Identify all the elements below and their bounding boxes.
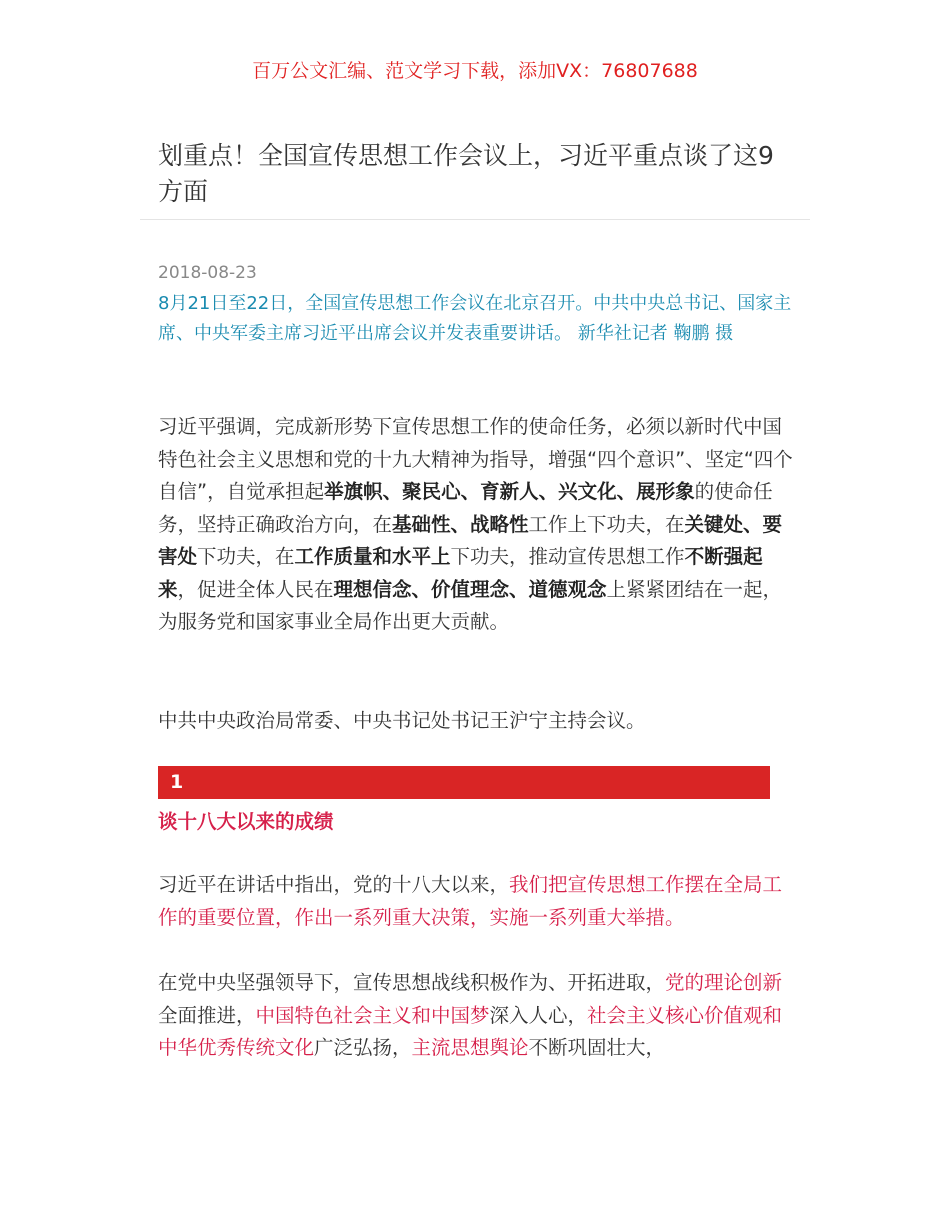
photo-caption: 8月21日至22日，全国宣传思想工作会议在北京召开。中共中央总书记、国家主席、中央军委主席习近平出席会议并发表重要讲话。 新华社记者 鞠鹏 摄 [158,293,792,344]
section-number-bar: 1 [158,766,770,799]
paragraph-achievements: 习近平在讲话中指出，党的十八大以来，我们把宣传思想工作摆在全局工作的重要位置，作出一系列重大决策，实施一系列重大举措。 [158,873,783,929]
section-heading: 谈十八大以来的成绩 [158,810,334,833]
publish-date: 2018-08-23 [158,263,257,283]
paragraph-host: 中共中央政治局常委、中央书记处书记王沪宁主持会议。 [158,709,646,732]
article-title: 划重点！全国宣传思想工作会议上，习近平重点谈了这9方面 [158,141,774,206]
paragraph-intro: 习近平强调，完成新形势下宣传思想工作的使命任务，必须以新时代中国特色社会主义思想和党的十九大精神为指导，增强“四个意识”、坚定“四个自信”，自觉承担起举旗帜、聚民心、育新人、兴文化、展形象的使命任务，坚持正确政治方向，在基础性、战略性工作上下功夫，在关键处、要害处下功夫，在工作质量和水平上下功夫，推动宣传思想工作不断强起来，促进全体人民在理想信念、价值理念、道德观念上紧紧团结在一起，为服务党和国家事业全局作出更大贡献。 [158,415,793,633]
paragraph-leadership: 在党中央坚强领导下，宣传思想战线积极作为、开拓进取，党的理论创新全面推进，中国特色社会主义和中国梦深入人心，社会主义核心价值观和中华优秀传统文化广泛弘扬，主流思想舆论不断巩固壮大， [158,971,783,1059]
title-divider [140,219,810,220]
promo-banner: 百万公文汇编、范文学习下载，添加VX：76807688 [252,60,698,82]
